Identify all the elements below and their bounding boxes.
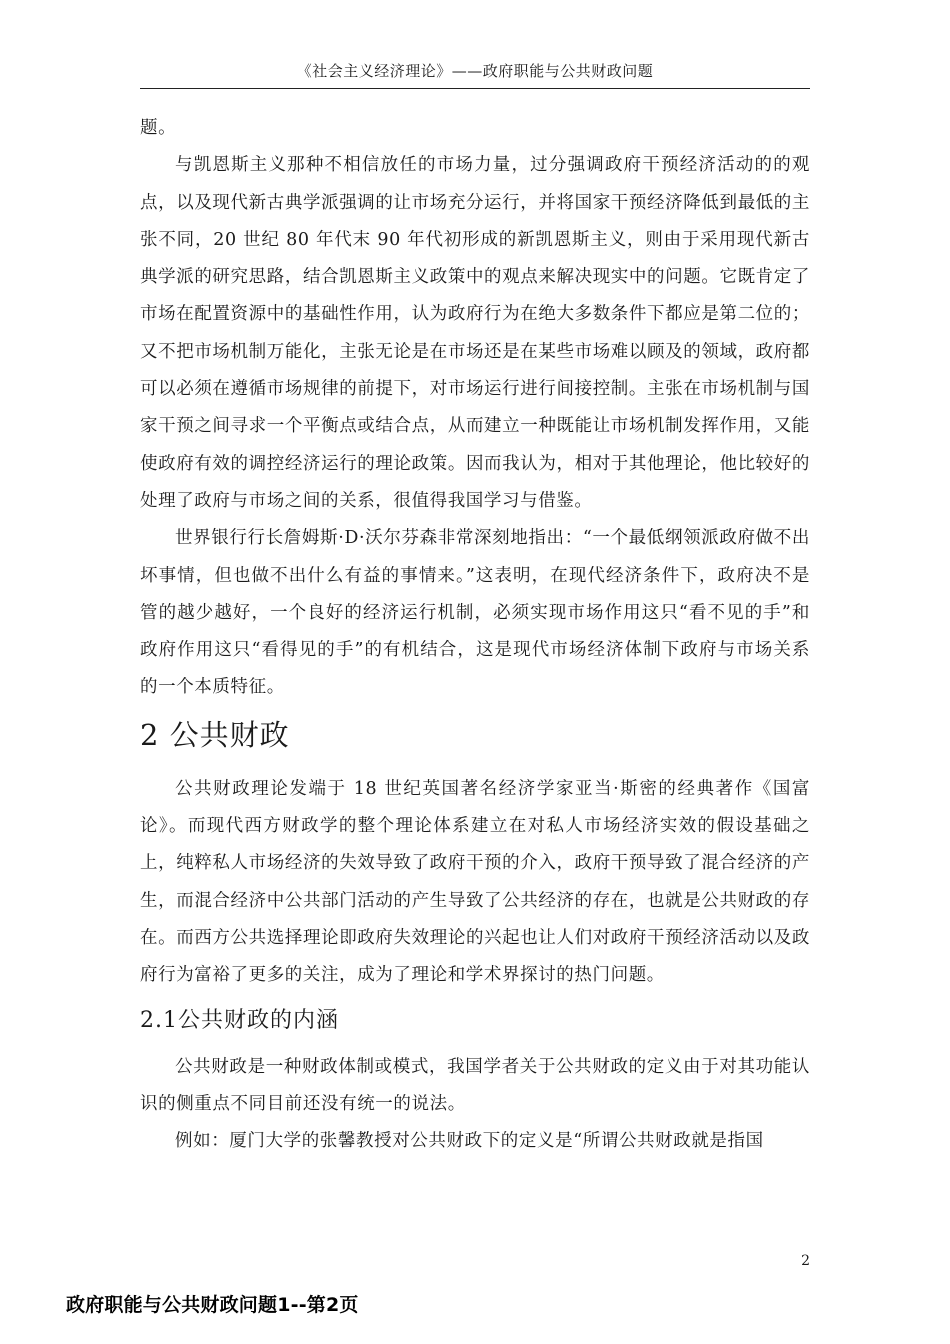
section-heading: 2 公共财政: [140, 717, 290, 752]
paragraph-public-finance-origin: 公共财政理论发端于 18 世纪英国著名经济学家亚当·斯密的经典著作《国富论》。而现代西方财政学的整个理论体系建立在对私人市场经济实效的假设基础之上，纯粹私人市场经济的失效导致了政府干预的介入，政府干预导致了混合经济的产生，而混合经济中公共部门活动的产生导致了公共经济的存在，也就是公共财政的存在。而西方公共选择理论即政府失效理论的兴起也让人们对政府干预经济活动以及政府行为富裕了更多的关注，成为了理论和学术界探讨的热门问题。: [140, 778, 810, 986]
page-number: 2: [801, 1253, 810, 1269]
footer-caption: 政府职能与公共财政问题1--第2页: [66, 1294, 359, 1316]
paragraph-continuation: 题。: [140, 118, 177, 138]
paragraph-public-finance-definition: 公共财政是一种财政体制或模式，我国学者关于公共财政的定义由于对其功能认识的侧重点不同目前还没有统一的说法。: [140, 1056, 810, 1114]
header-divider: [140, 88, 810, 89]
paragraph-example: 例如：厦门大学的张馨教授对公共财政下的定义是“所谓公共财政就是指国: [175, 1131, 764, 1152]
body-text: [140, 110, 810, 1160]
subsection-heading: 2.1公共财政的内涵: [140, 1007, 339, 1033]
running-header: 《社会主义经济理论》——政府职能与公共财政问题: [296, 62, 654, 80]
paragraph-world-bank-quote: 世界银行行长詹姆斯·D·沃尔芬森非常深刻地指出：“一个最低纲领派政府做不出坏事情，但也做不出什么有益的事情来。”这表明，在现代经济条件下，政府决不是管的越少越好，一个良好的经济运行机制，必须实现市场作用这只“看不见的手”和政府作用这只“看得见的手”的有机结合，这是现代市场经济体制下政府与市场关系的一个本质特征。: [140, 528, 810, 698]
paragraph-new-keynesian: 与凯恩斯主义那种不相信放任的市场力量，过分强调政府干预经济活动的的观点，以及现代新古典学派强调的让市场充分运行，并将国家干预经济降低到最低的主张不同，20 世纪 80 年代末 90 年代初形成的新凯恩斯主义，则由于采用现代新古典学派的研究思路，结合凯恩斯主义政策中的观点来解决现实中的问题。它既肯定了市场在配置资源中的基础性作用，认为政府行为在绝大多数条件下都应是第二位的；又不把市场机制万能化，主张无论是在市场还是在某些市场难以顾及的领域，政府都可以必须在遵循市场规律的前提下，对市场运行进行间接控制。主张在市场机制与国家干预之间寻求一个平衡点或结合点，从而建立一种既能让市场机制发挥作用，又能使政府有效的调控经济运行的理论政策。因而我认为，相对于其他理论，他比较好的处理了政府与市场之间的关系，很值得我国学习与借鉴。: [140, 155, 810, 511]
